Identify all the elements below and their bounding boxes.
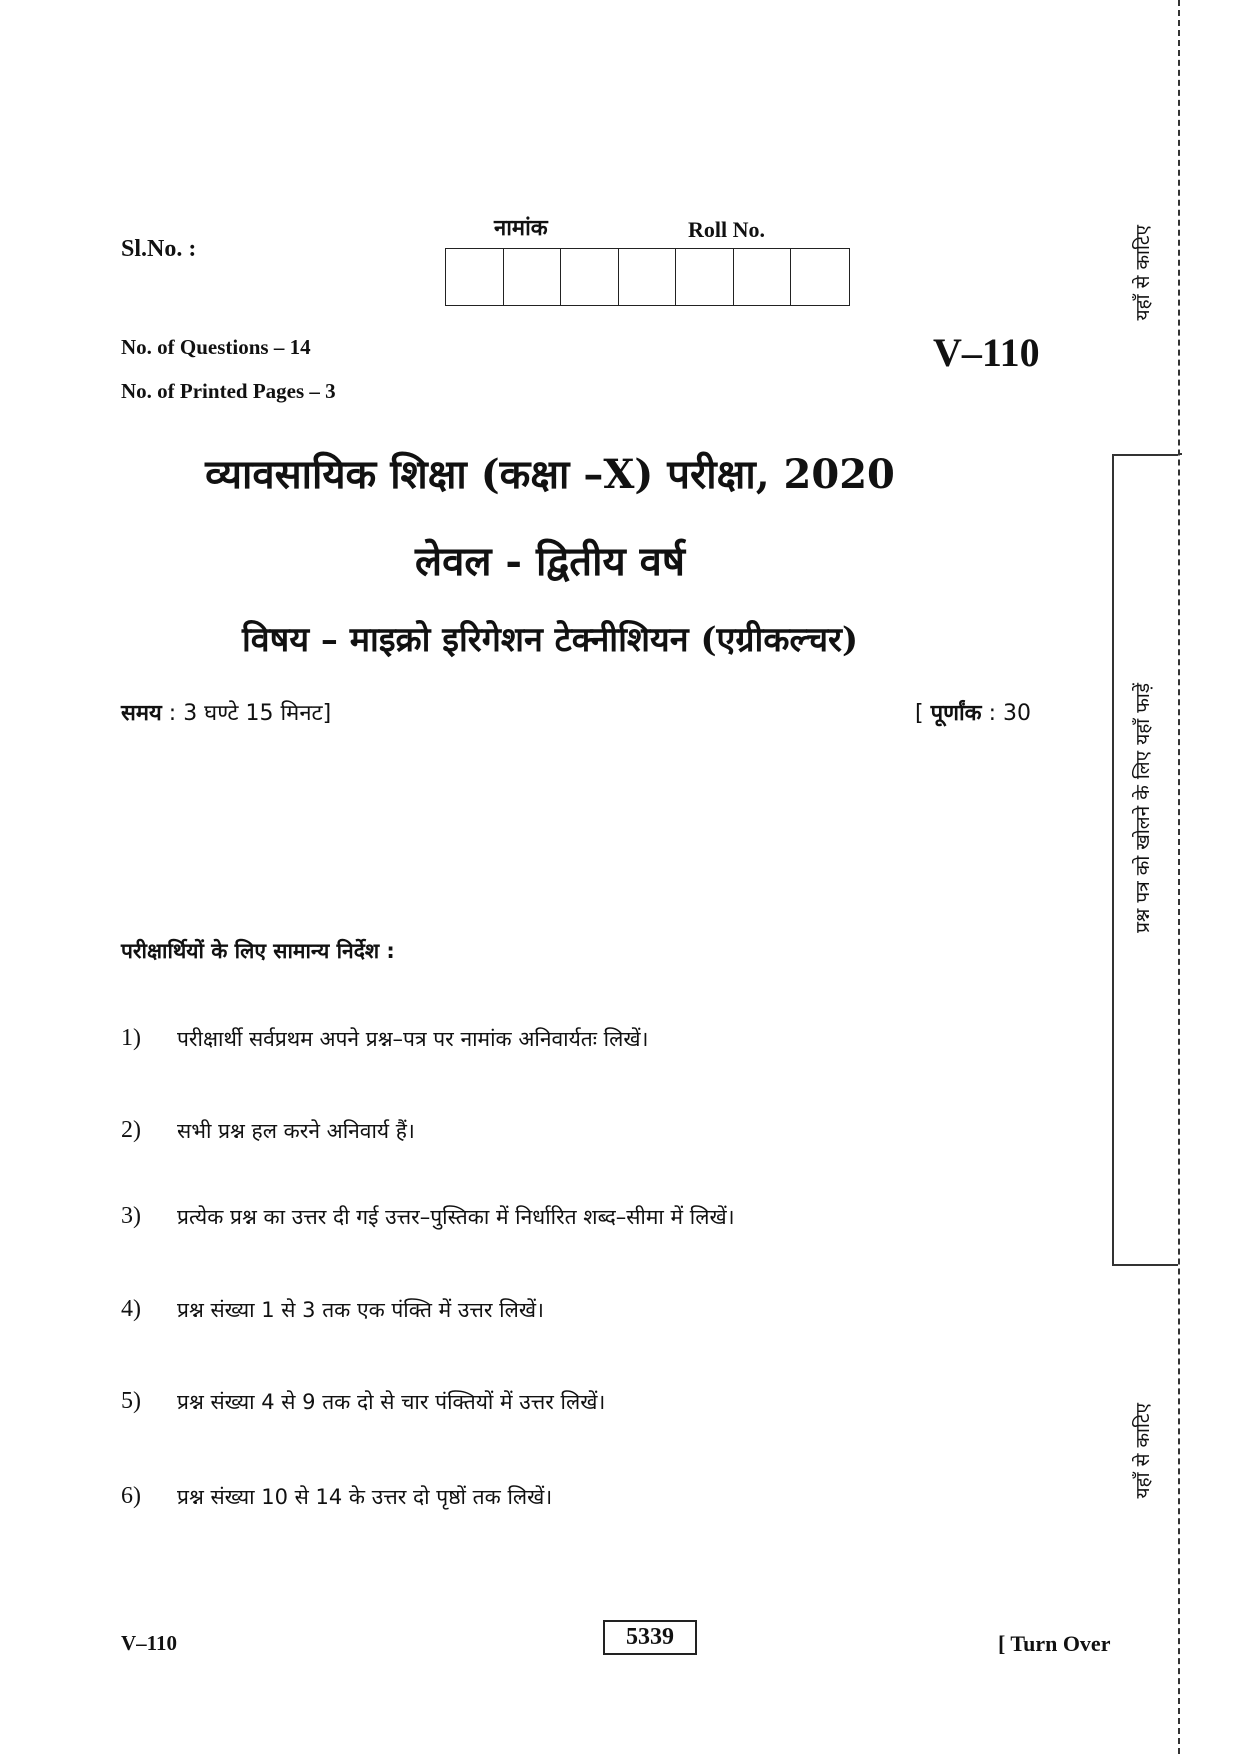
instruction-item bbox=[121, 1117, 415, 1145]
instructions-heading: परीक्षार्थियों के लिए सामान्य निर्देश : bbox=[121, 939, 395, 963]
seal-box-tick bbox=[1178, 453, 1182, 455]
instruction-text: सभी प्रश्न हल करने अनिवार्य हैं। bbox=[177, 1119, 415, 1143]
instruction-item bbox=[121, 1388, 605, 1416]
roll-digit-box[interactable] bbox=[561, 249, 619, 305]
marks-value: : 30 bbox=[981, 701, 1031, 726]
time-label: समय bbox=[121, 701, 162, 726]
subject-title: विषय – माइक्रो इरिगेशन टेक्नीशियन (एग्रीकल्चर) bbox=[241, 620, 859, 660]
roll-label-english: Roll No. bbox=[688, 217, 765, 242]
footer-paper-code: V–110 bbox=[121, 1631, 178, 1655]
tear-to-open-label[interactable]: प्रश्न पत्र को खोलने के लिए यहाँ फाड़ें bbox=[1132, 683, 1154, 933]
time-allowed bbox=[121, 697, 331, 727]
instruction-number: 6) bbox=[121, 1483, 141, 1509]
instruction-item bbox=[121, 1483, 552, 1511]
instruction-text: प्रश्न संख्या 4 से 9 तक दो से चार पंक्तियों में उत्तर लिखें। bbox=[177, 1390, 606, 1414]
roll-digit-box[interactable] bbox=[734, 249, 792, 305]
instruction-number: 4) bbox=[121, 1296, 141, 1322]
instruction-text: प्रश्न संख्या 1 से 3 तक एक पंक्ति में उत्तर लिखें। bbox=[177, 1298, 544, 1322]
instruction-number: 5) bbox=[121, 1388, 141, 1414]
instruction-number: 2) bbox=[121, 1117, 141, 1143]
marks-label: पूर्णांक bbox=[930, 701, 982, 726]
cut-here-label-top: यहाँ से काटिए bbox=[1132, 225, 1154, 321]
instruction-item bbox=[121, 1203, 735, 1231]
exam-title: व्यावसायिक शिक्षा (कक्षा –X) परीक्षा, 2020 bbox=[205, 451, 895, 498]
instruction-number: 3) bbox=[121, 1203, 141, 1229]
roll-digit-box[interactable] bbox=[791, 249, 849, 305]
footer-serial-number: 5339 bbox=[603, 1620, 697, 1655]
number-of-questions: No. of Questions – 14 bbox=[121, 335, 311, 359]
instruction-item bbox=[121, 1025, 648, 1053]
number-of-pages: No. of Printed Pages – 3 bbox=[121, 379, 336, 403]
time-value: : 3 घण्टे 15 मिनट] bbox=[161, 701, 332, 726]
roll-label-hindi: नामांक bbox=[494, 216, 548, 241]
instruction-text: प्रत्येक प्रश्न का उत्तर दी गई उत्तर–पुस्तिका में निर्धारित शब्द–सीमा में लिखें। bbox=[177, 1205, 735, 1229]
serial-number-label: Sl.No. : bbox=[121, 236, 197, 262]
cut-here-label-bottom: यहाँ से काटिए bbox=[1132, 1403, 1154, 1499]
roll-digit-box[interactable] bbox=[619, 249, 677, 305]
roll-digit-box[interactable] bbox=[676, 249, 734, 305]
instruction-text: परीक्षार्थी सर्वप्रथम अपने प्रश्न–पत्र पर नामांक अनिवार्यतः लिखें। bbox=[177, 1027, 649, 1051]
turn-over-note: [ Turn Over bbox=[998, 1631, 1111, 1656]
instruction-item bbox=[121, 1296, 544, 1324]
roll-digit-box[interactable] bbox=[446, 249, 504, 305]
level-title: लेवल - द्वितीय वर्ष bbox=[415, 538, 685, 585]
paper-code: V–110 bbox=[933, 330, 1040, 375]
marks-bracket: [ bbox=[915, 701, 931, 726]
roll-number-boxes[interactable] bbox=[445, 248, 850, 306]
instruction-number: 1) bbox=[121, 1025, 141, 1051]
instruction-text: प्रश्न संख्या 10 से 14 के उत्तर दो पृष्ठों तक लिखें। bbox=[177, 1485, 553, 1509]
roll-digit-box[interactable] bbox=[504, 249, 562, 305]
cut-line bbox=[1178, 0, 1180, 1754]
max-marks bbox=[915, 697, 1031, 727]
